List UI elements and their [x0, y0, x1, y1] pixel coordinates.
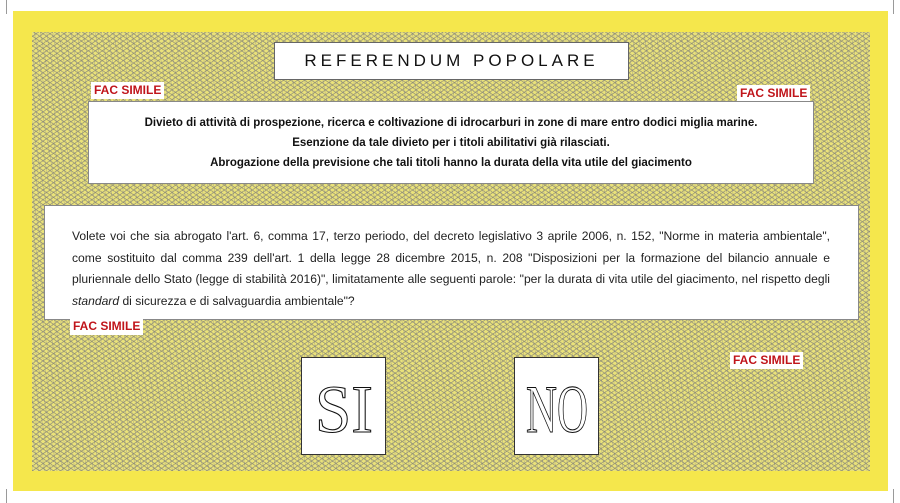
question-italic-text: standard: [72, 293, 120, 308]
vote-yes-box[interactable]: [301, 357, 386, 455]
referendum-subject: [88, 101, 814, 184]
question-text-end: di sicurezza e di salvaguardia ambientale"?: [119, 293, 355, 308]
fac-simile-stamp: FAC SIMILE: [730, 352, 803, 369]
crop-mark: [893, 0, 894, 14]
subject-line: Esenzione da tale divieto per i titoli abilitativi già rilasciati.: [292, 136, 610, 149]
fac-simile-stamp: FAC SIMILE: [70, 318, 143, 335]
crop-mark: [6, 489, 7, 503]
subject-line: Divieto di attività di prospezione, ricerca e coltivazione di idrocarburi in zone di mare entro dodici miglia marine.: [144, 116, 758, 129]
question-text: Volete voi che sia abrogato l'art. 6, comma 17, terzo periodo, del decreto legislativo 3 aprile 2006, n. 152, "Norme in materia ambientale", come sostituito dal comma 239 dell'art. 1 della legge 28 dicembre 2015, n. 208 "Disposizioni per la formazione del bilancio annuale e pluriennale dello Stato (legge di stabilità 2016)", limitatamente alle seguenti parole: "per la durata di vita utile del giacimento, nel rispetto degli: [72, 229, 830, 286]
fac-simile-stamp: FAC SIMILE: [91, 82, 164, 99]
vote-no-box[interactable]: [514, 357, 599, 455]
crop-mark: [6, 0, 7, 14]
vote-yes-label: [309, 366, 379, 446]
crop-mark: [893, 489, 894, 503]
fac-simile-stamp: FAC SIMILE: [737, 85, 810, 102]
vote-yes-text: SI: [314, 371, 373, 447]
subject-line: Abrogazione della previsione che tali titoli hanno la durata della vita utile del giacimento: [210, 156, 692, 169]
vote-no-text: NO: [525, 371, 588, 447]
referendum-question: [44, 205, 859, 320]
ballot-title: REFERENDUM POPOLARE: [274, 42, 629, 80]
vote-no-label: [522, 366, 592, 446]
